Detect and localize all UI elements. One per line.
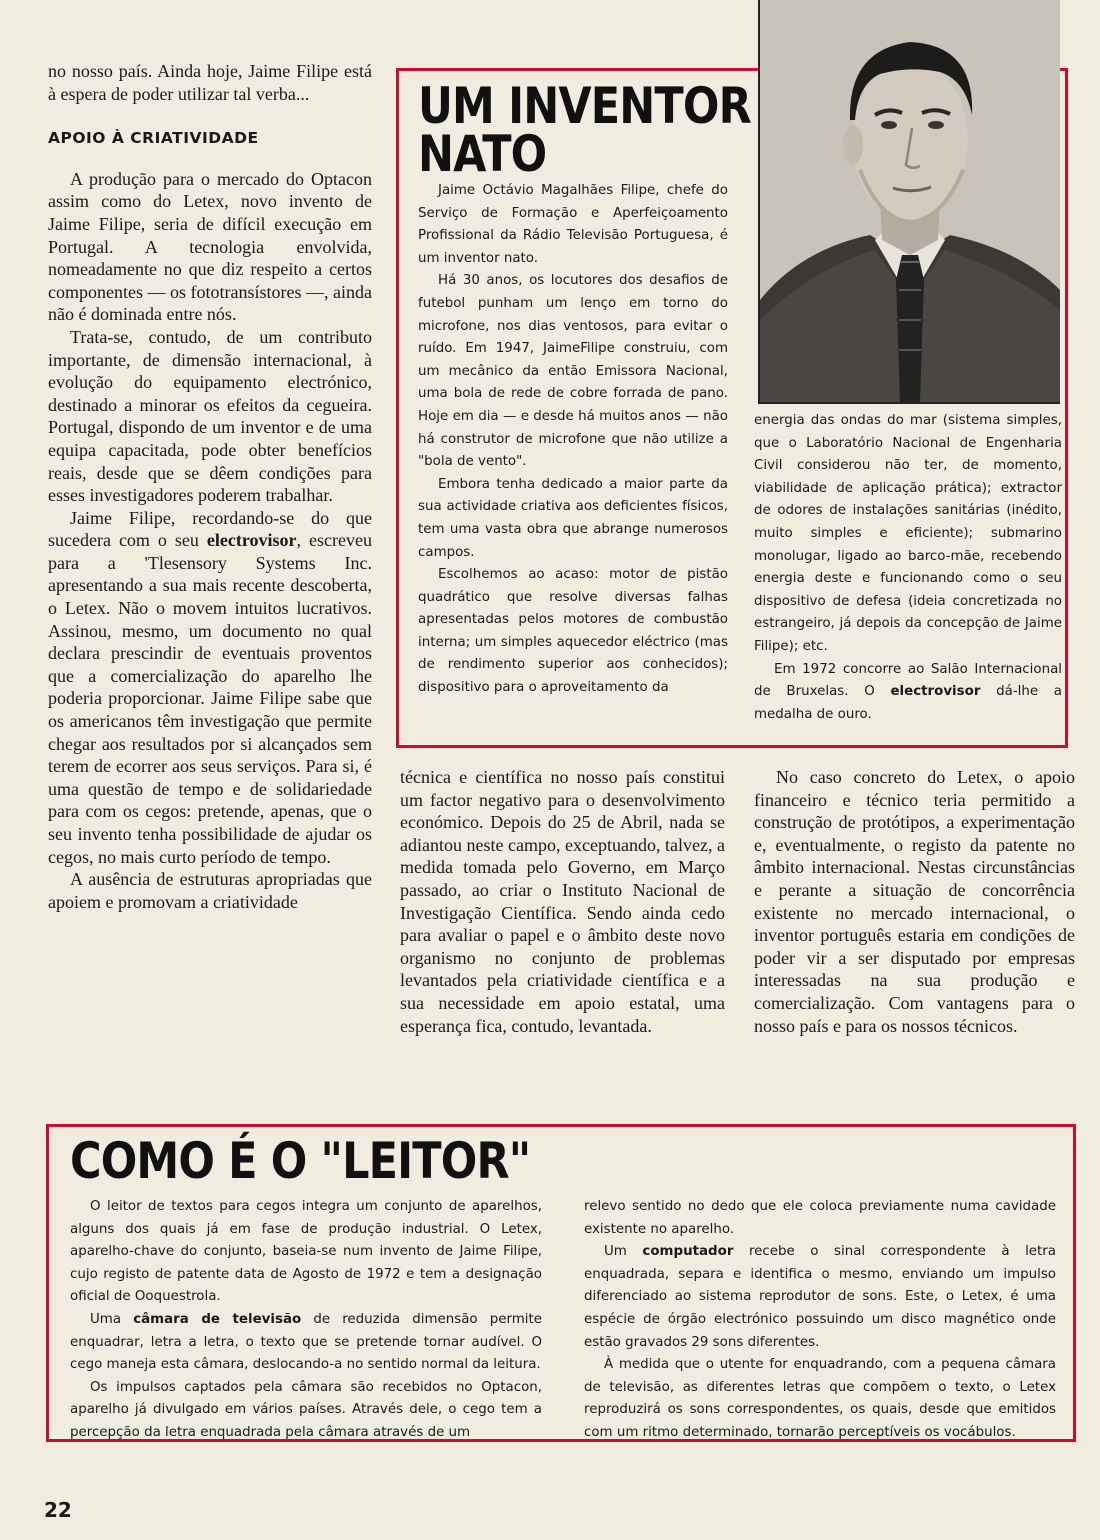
portrait-photo <box>758 0 1060 404</box>
paragraph: Jaime Octávio Magalhães Filipe, chefe do Serviço de Formação e Aperfeiçoamento Profissional da Rádio Televisão Portuguesa, é um inventor nato. <box>418 183 728 266</box>
paragraph <box>754 659 1062 727</box>
inventor-box-right-column <box>754 410 1062 726</box>
reader-box-left-column <box>70 1196 542 1445</box>
paragraph: A ausência de estruturas apropriadas que apoiem e promovam a criatividade <box>48 869 372 912</box>
middle-bottom-column <box>400 766 725 1037</box>
paragraph: Escolhemos ao acaso: motor de pistão quadrático que resolve diversas falhas apresentadas pelos motores de combustão interna; um simples aquecedor eléctrico (mas de rendimento superior aos conhecidos); dispositivo para o aproveitamento da <box>418 567 728 696</box>
section-heading: APOIO À CRIATIVIDADE <box>48 129 259 148</box>
paragraph <box>48 507 372 869</box>
paragraph: técnica e científica no nosso país constitui um factor negativo para o desenvolvimento económico. Depois do 25 de Abril, nada se adiantou neste campo, exceptuando, talvez, a medida tomada pelo Governo, em Março passado, ao criar o Instituto Nacional de Investigação Científica. Sendo ainda cedo para avaliar o papel e o âmbito deste novo organismo no conjunto de problemas levantados pela criatividade científica e a sua necessidade em apoio estatal, uma esperança fica, contudo, levantada. <box>400 767 725 1036</box>
paragraph: relevo sentido no dedo que ele coloca previamente numa cavidade existente no aparelho. <box>584 1199 1056 1237</box>
paragraph-text: Um <box>604 1244 643 1260</box>
inventor-box-mid-column <box>418 180 728 700</box>
page-number: 22 <box>44 1498 72 1522</box>
paragraph-text: Uma <box>90 1311 134 1327</box>
bold-term: câmara de televisão <box>133 1311 302 1327</box>
paragraph-text: de reduzida dimensão permite enquadrar, letra a letra, o texto que se pretende tornar audível. O cego maneja esta câmara, deslocando-a no sentido normal da leitura. <box>70 1311 542 1373</box>
paragraph: Embora tenha dedicado a maior parte da sua actividade criativa aos deficientes físicos, tem uma vasta obra que abrange numerosos campos. <box>418 476 728 560</box>
reader-box-right-column <box>584 1196 1056 1445</box>
lead-paragraph: no nosso país. Ainda hoje, Jaime Filipe está à espera de poder utilizar tal verba... <box>48 61 372 104</box>
paragraph-text: Jaime Filipe, recordando-se do que sucedera com o seu <box>48 507 372 551</box>
portrait-illustration <box>760 0 1060 402</box>
paragraph-text: Em 1972 concorre ao Salão Internacional de Bruxelas. O <box>754 661 1062 700</box>
right-bottom-column <box>754 766 1075 1037</box>
paragraph: Há 30 anos, os locutores dos desafios de futebol punham um lenço em torno do microfone, nos dias ventosos, para evitar o ruído. Em 1947, JaimeFilipe construiu, com um mecânico da então Emissora Nacional, uma bola de rede de cobre forrada de pano. Hoje em dia — e desde há muitos anos — não há construtor de microfone que não utilize a "bola de vento". <box>418 273 728 470</box>
paragraph: O leitor de textos para cegos integra um conjunto de aparelhos, alguns dos quais já em fase de produção industrial. O Letex, aparelho-chave do conjunto, baseia-se num invento de Jaime Filipe, cujo registo de patente data de Agosto de 1972 e tem a designação oficial de Ooquestrola. <box>70 1199 542 1305</box>
paragraph-text: dá-lhe a medalha de ouro. <box>754 684 1063 722</box>
bold-term: electrovisor <box>890 684 981 700</box>
bold-term: computador <box>642 1244 734 1260</box>
paragraph: A produção para o mercado do Optacon assim como do Letex, novo invento de Jaime Filipe, seria de difícil execução em Portugal. A tecnologia envolvida, nomeadamente no que diz respeito a certos componentes — os fototransístores —, ainda não é dominada entre nós. <box>48 168 372 325</box>
bold-term: electrovisor <box>206 530 297 551</box>
paragraph <box>70 1309 542 1377</box>
paragraph <box>584 1241 1056 1354</box>
paragraph: No caso concreto do Letex, o apoio financeiro e técnico teria permitido a construção de protótipos, a experimentação e, eventualmente, o registo da patente no âmbito internacional. Nestas circunstâncias e perante a situação de concorrência existente no mercado internacional, o inventor português estaria em condições de poder vir a ser disputado por empresas interessadas na sua produção e comercialização. Com vantagens para o nosso país e para os nossos técnicos. <box>754 767 1075 1036</box>
paragraph: À medida que o utente for enquadrando, com a pequena câmara de televisão, as diferentes letras que compõem o texto, o Letex reproduzirá os sons correspondentes, os quais, desde que emitidos com um ritmo determinado, tornarão perceptíveis os vocábulos. <box>584 1357 1056 1440</box>
paragraph: energia das ondas do mar (sistema simples, que o Laboratório Nacional de Engenharia Civil considerou não ter, de momento, viabilidade de aplicação prática); extractor de odores de instalações sanitárias (inédito, muito simples e eficiente); submarino monolugar, ligado ao barco-mãe, recebendo energia deste e funcionando como o seu dispositivo de defesa (ideia concretizada no estrangeiro, já depois da concepção de Jaime Filipe); etc. <box>754 413 1062 654</box>
inventor-box-title: UM INVENTOR NATO <box>418 77 751 183</box>
reader-box-title: COMO É O "LEITOR" <box>70 1132 531 1190</box>
paragraph-text: , escreveu para a 'Tlesensory Systems Inc. apresentando a sua mais recente descoberta, o Letex. Não o movem intuitos lucrativos. Assinou, mesmo, um documento no qual declara prescindir de eventuais proventos que a comercialização do aparelho lhe poderia proporcionar. Jaime Filipe sabe que os americanos têm investigação que permite chegar aos resultados por si alcançados sem terem de ecorrer aos seus serviços. Para si, é uma questão de tempo e de solidariedade para com os cegos: pretende, apenas, que o seu invento tenha possibilidade de ajudar os cegos, no mais curto período de tempo. <box>48 530 372 867</box>
paragraph-text: recebe o sinal correspondente à letra enquadrada, separa e identifica o mesmo, enviando um impulso diferenciado ao sistema reprodutor de sons. Este, o Letex, é uma espécie de órgão electrónico possuindo um disco magnético onde estão gravados 29 sons diferentes. <box>584 1244 1056 1350</box>
paragraph: Trata-se, contudo, de um contributo importante, de dimensão internacional, à evolução do equipamento electrónico, destinado a minorar os efeitos da cegueira. Portugal, dispondo de um inventor e de uma equipa capacitada, pode obter benefícios reais, desde que se dêem condições para esses investigadores poderem trabalhar. <box>48 326 372 506</box>
left-column <box>48 60 372 913</box>
paragraph: Os impulsos captados pela câmara são recebidos no Optacon, aparelho já divulgado em vários países. Através dele, o cego tem a percepção da letra enquadrada pela câmara através de um <box>70 1379 542 1440</box>
